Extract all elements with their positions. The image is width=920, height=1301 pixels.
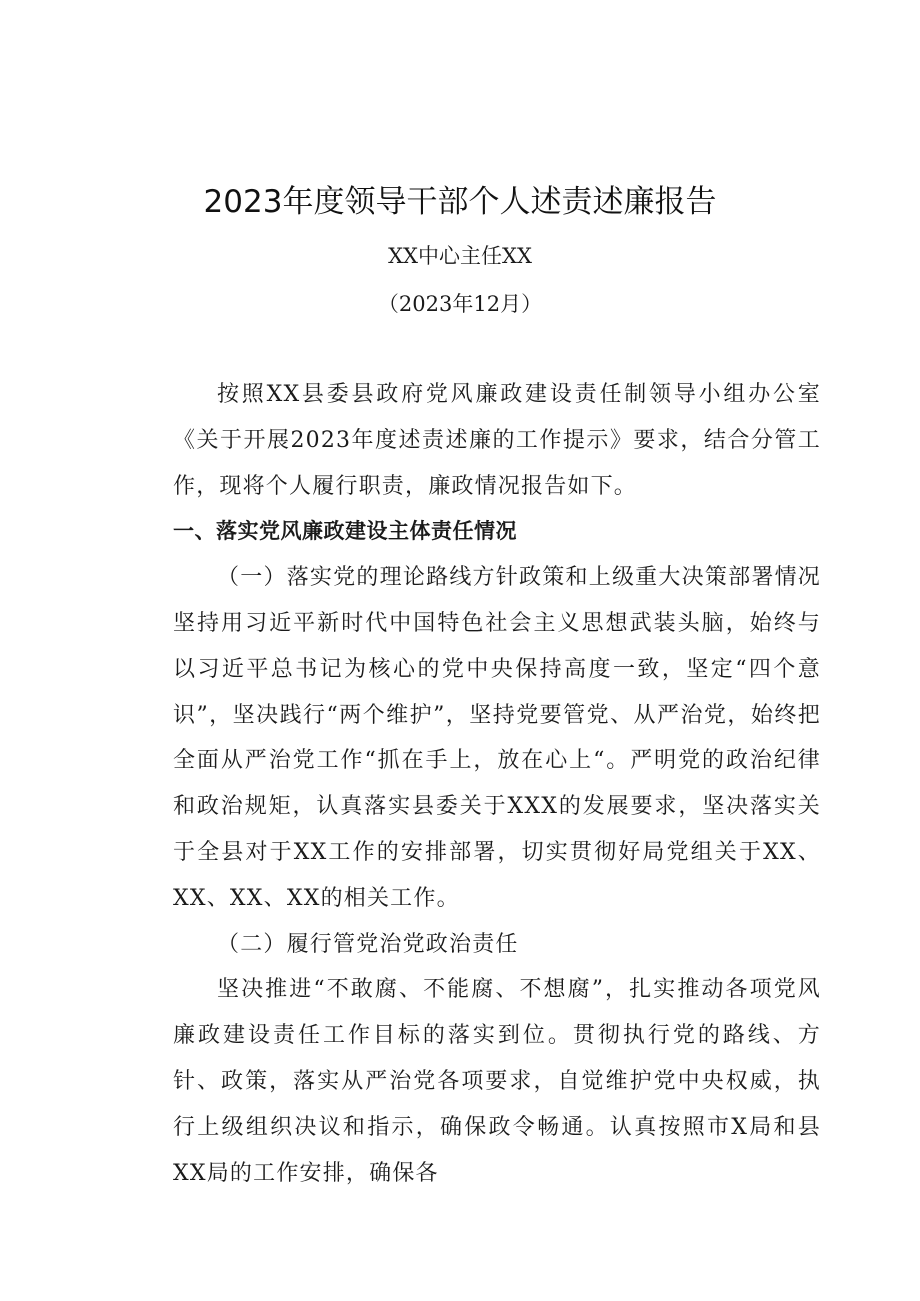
document-title: 2023年度领导干部个人述责述廉报告 [203, 184, 717, 220]
document-author: XX中心主任XX [388, 244, 532, 268]
intro-paragraph: 按照XX县委县政府党风廉政建设责任制领导小组办公室《关于开展2023年度述责述廉的工作提示》要求，结合分管工作，现将个人履行职责，廉政情况报告如下。 [173, 382, 821, 499]
section-1-2-heading: （二）履行管党治党政治责任 [217, 931, 519, 957]
section-1-2-paragraph: 坚决推进“不敢腐、不能腐、不想腐”，扎实推动各项党风廉政建设责任工作目标的落实到位。贯彻执行党的路线、方针、政策，落实从严治党各项要求，自觉维护党中央权威，执行上级组织决议和指示，确保政令畅通。认真按照市X局和县XX局的工作安排，确保各 [173, 977, 821, 1186]
document-date: （2023年12月） [377, 292, 543, 316]
section-heading-1: 一、落实党风廉政建设主体责任情况 [173, 519, 517, 544]
section-1-1-paragraph: （一）落实党的理论路线方针政策和上级重大决策部署情况坚持用习近平新时代中国特色社会主义思想武装头脑，始终与以习近平总书记为核心的党中央保持高度一致，坚定“四个意识”，坚决践行“两个维护”，坚持党要管党、从严治党，始终把全面从严治党工作“抓在手上，放在心上“。严明党的政治纪律和政治规矩，认真落实县委关于XXX的发展要求，坚决落实关于全县对于XX工作的安排部署，切实贯彻好局党组关于XX、XX、XX、XX的相关工作。 [173, 565, 821, 911]
document-body [173, 372, 821, 1196]
